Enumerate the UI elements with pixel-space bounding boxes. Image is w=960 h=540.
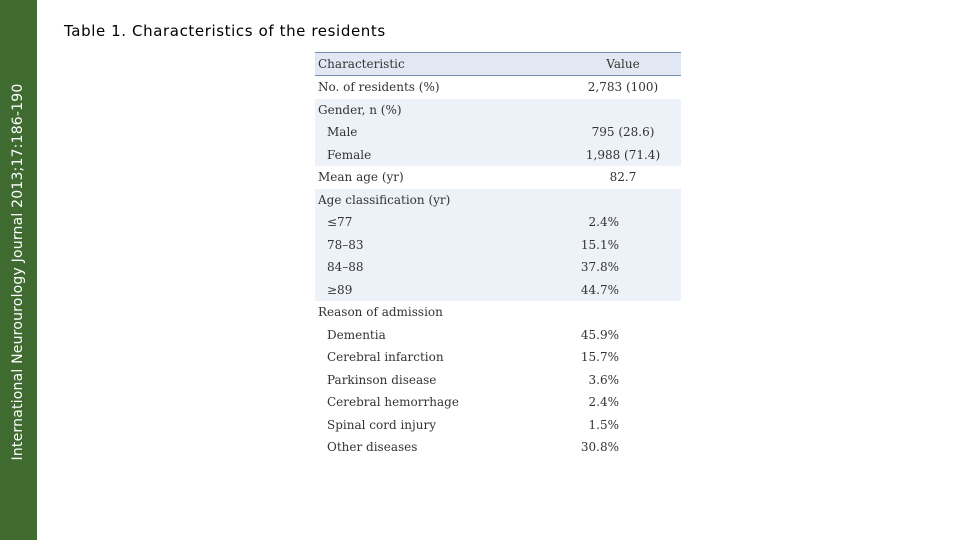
slide-title [64, 22, 386, 40]
row-value: 3.6% [588, 372, 619, 387]
row-characteristic: Male [327, 125, 358, 140]
row-value: 44.7% [580, 282, 619, 297]
row-value: 2.4% [588, 215, 619, 230]
row-characteristic: Female [327, 147, 372, 162]
row-characteristic: Dementia [327, 327, 386, 342]
row-value: 15.1% [580, 237, 619, 252]
header-characteristic: Characteristic [318, 57, 405, 71]
table-row [315, 369, 681, 392]
table-row [315, 301, 681, 324]
row-characteristic: Cerebral hemorrhage [327, 395, 459, 410]
row-characteristic: Mean age (yr) [318, 170, 404, 185]
row-characteristic: Parkinson disease [327, 372, 437, 387]
table-row [315, 121, 681, 144]
row-value: 1.5% [588, 417, 619, 432]
row-value: 45.9% [580, 327, 619, 342]
table-row [315, 391, 681, 414]
row-value: 795 (28.6) [591, 125, 655, 140]
table-row [315, 211, 681, 234]
header-value: Value [606, 57, 640, 71]
table-body [315, 76, 681, 459]
row-value: 2,783 (100) [587, 80, 659, 95]
table-row [315, 76, 681, 99]
row-characteristic: Age classification (yr) [318, 192, 451, 207]
table-number: Table 1. [64, 22, 127, 40]
table-row [315, 279, 681, 302]
table-row [315, 144, 681, 167]
table-row [315, 256, 681, 279]
table-header-row [315, 52, 681, 76]
row-characteristic: 84–88 [327, 260, 364, 275]
table-row [315, 346, 681, 369]
table-row [315, 189, 681, 212]
table-row [315, 324, 681, 347]
row-characteristic: Spinal cord injury [327, 417, 436, 432]
row-characteristic: Gender, n (%) [318, 102, 402, 117]
journal-sidebar [0, 0, 37, 540]
row-value: 15.7% [580, 350, 619, 365]
table-row [315, 436, 681, 459]
row-value: 37.8% [580, 260, 619, 275]
row-characteristic: ≤77 [327, 215, 353, 230]
row-characteristic: ≥89 [327, 282, 353, 297]
table-row [315, 166, 681, 189]
table-row [315, 414, 681, 437]
row-value: 1,988 (71.4) [585, 147, 661, 162]
table-caption: Characteristics of the residents [132, 22, 386, 40]
row-characteristic: No. of residents (%) [318, 80, 440, 95]
row-value: 30.8% [580, 440, 619, 455]
table-row [315, 234, 681, 257]
row-value: 82.7 [609, 170, 637, 185]
row-value: 2.4% [588, 395, 619, 410]
row-characteristic: Cerebral infarction [327, 350, 444, 365]
row-characteristic: 78–83 [327, 237, 364, 252]
characteristics-table [315, 52, 681, 459]
row-characteristic: Other diseases [327, 440, 418, 455]
journal-citation: International Neurourology Journal 2013;17:186-190 [10, 83, 26, 461]
table-row [315, 99, 681, 122]
row-characteristic: Reason of admission [318, 305, 443, 320]
